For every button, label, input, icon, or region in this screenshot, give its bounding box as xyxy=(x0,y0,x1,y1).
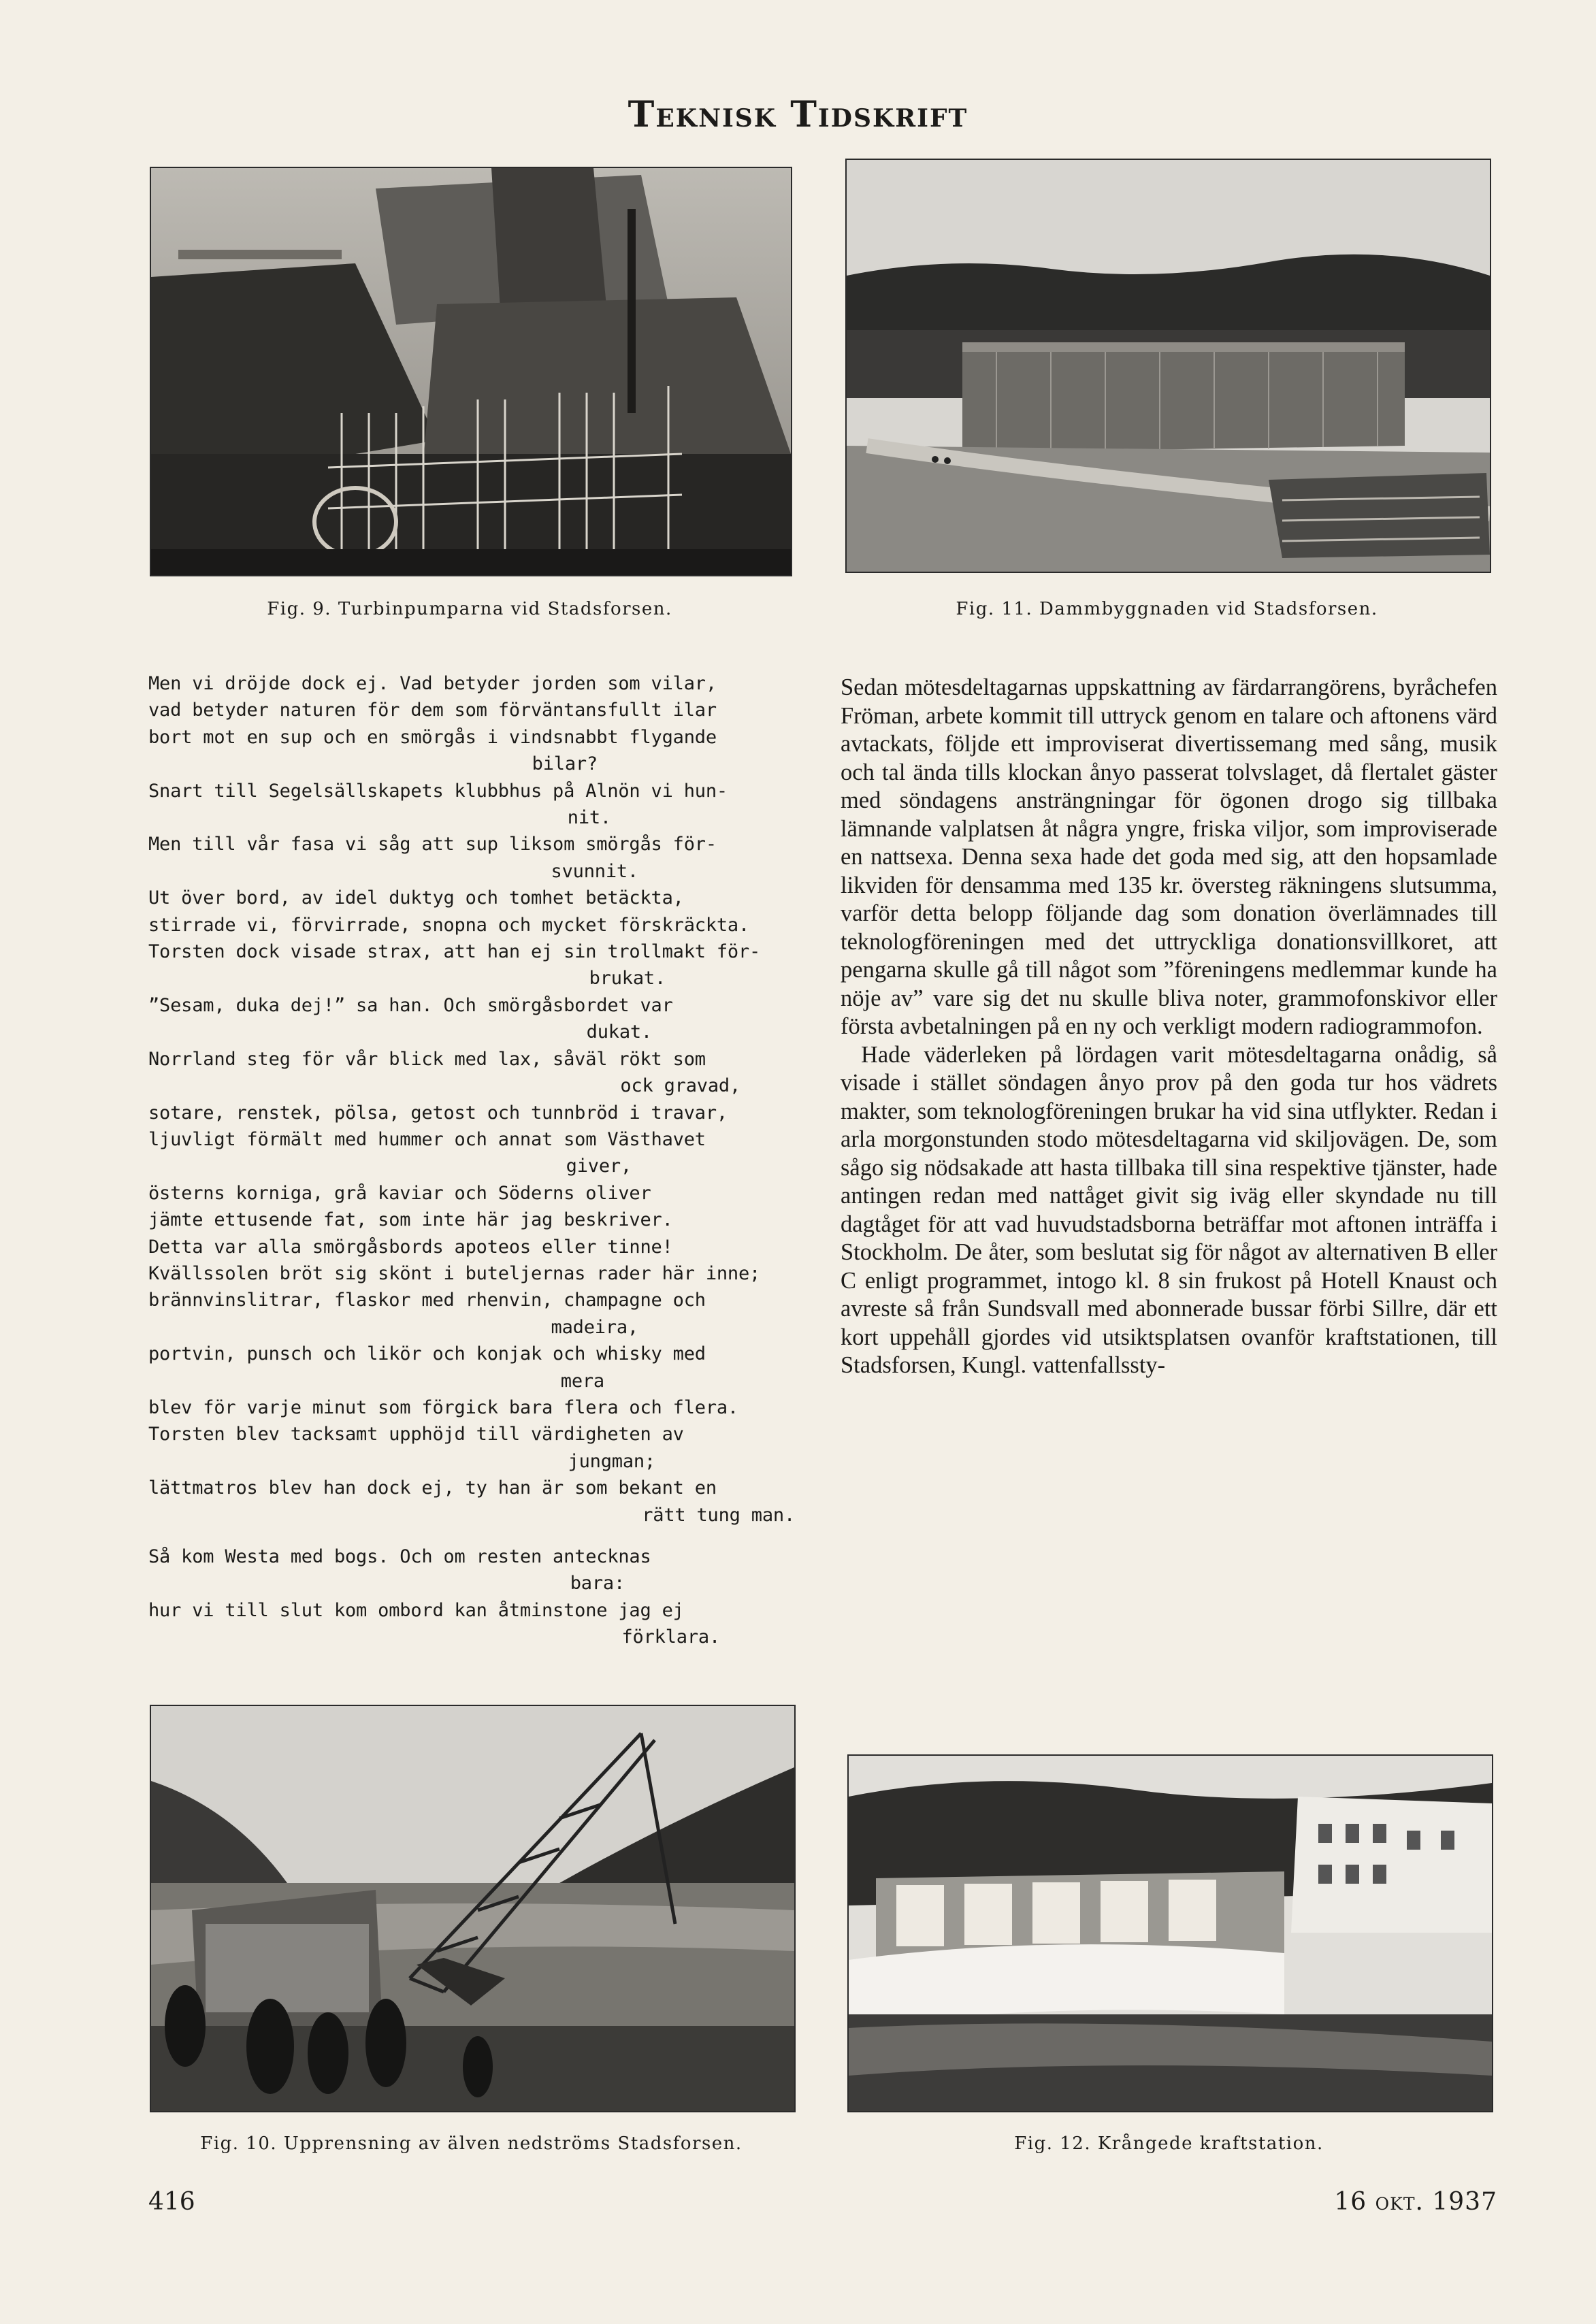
poem-line: Norrland steg för vår blick med lax, såväl rökt som xyxy=(148,1048,706,1070)
poem-line: jämte ettusende fat, som inte här jag beskriver. xyxy=(148,1209,673,1231)
poem-line: Torsten blev tacksamt upphöjd till värdigheten av xyxy=(148,1424,684,1445)
poem-line: dukat. xyxy=(586,1021,652,1043)
figure-11-caption: Fig. 11. Dammbyggnaden vid Stadsforsen. xyxy=(956,599,1378,619)
poem-line: ”Sesam, duka dej!” sa han. Och smörgåsbordet var xyxy=(148,994,673,1016)
poem-line: österns korniga, grå kaviar och Söderns oliver xyxy=(148,1182,651,1204)
poem-line: stirrade vi, förvirrade, snopna och mycket förskräckta. xyxy=(148,914,750,936)
poem-line: vad betyder naturen för dem som förväntansfullt ilar xyxy=(148,700,717,721)
figure-9-photo xyxy=(150,167,792,576)
prose-paragraph: Sedan mötesdeltagarnas uppskattning av färdarrangörens, byråchefen Fröman, arbete kommit till uttryck genom en talare och aftonens värd avtackats, följde ett improviserat divertissemang med sång, musik och tal ända tills klockan ånyo passerat tolvslaget, då flertalet gäster med söndagens ansträngningar för ögonen drogo sig tillbaka lämnande valplatsen åt några yngre, friska viljor, som improviserade en nattsexa. Denna sexa hade det goda med sig, att den hopsamlade likviden för densamma med 135 kr. översteg räkningens slutsumma, varför detta belopp följande dag som donation överlämnades till teknologföreningen med det uttryckliga donationsvillkoret, att pengarna skulle gå till något som ”föreningens medlemmar kunde ha nöje av” vare sig det nu skulle bliva noter, grammofonskivor eller första avbetalningen på en ny och verkligt modern radiogrammofon. xyxy=(841,674,1497,1039)
poem-line: jungman; xyxy=(568,1450,655,1472)
poem-line: Så kom Westa med bogs. Och om resten antecknas xyxy=(148,1546,651,1567)
poem-line: Ut över bord, av idel duktyg och tomhet betäckta, xyxy=(148,887,684,909)
poem-line: lättmatros blev han dock ej, ty han är som bekant en xyxy=(148,1477,717,1499)
figure-12-photo xyxy=(847,1754,1493,2112)
figure-10-photo xyxy=(150,1705,796,2112)
poem-line: sotare, renstek, pölsa, getost och tunnbröd i travar, xyxy=(148,1102,728,1124)
issue-date: 16 okt. 1937 xyxy=(1334,2188,1497,2216)
poem-line: bilar? xyxy=(532,753,598,775)
poem-line: portvin, punsch och likör och konjak och whisky med xyxy=(148,1343,706,1365)
poem-line: förklara. xyxy=(621,1626,720,1648)
poem-line: Men vi dröjde dock ej. Vad betyder jorden som vilar, xyxy=(148,673,717,694)
poem-line: Detta var alla smörgåsbords apoteos eller tinne! xyxy=(148,1236,673,1258)
poem-line: brukat. xyxy=(589,968,666,989)
poem-line: Kvällssolen bröt sig skönt i buteljernas rader här inne; xyxy=(148,1262,761,1284)
poem-line: blev för varje minut som förgick bara flera och flera. xyxy=(148,1396,738,1418)
figure-10-caption: Fig. 10. Upprensning av älven nedströms Stadsforsen. xyxy=(200,2133,743,2154)
poem-line: bort mot en sup och en smörgås i vindsnabbt flygande xyxy=(148,726,717,748)
poem-column xyxy=(148,670,802,1651)
prose-paragraph: Hade väderleken på lördagen varit mötesdeltagarna onådig, så visade i stället söndagen ånyo prov på den goda tur hos vädrets makter, som teknologföreningen brukar ha vid sina utflykter. Redan i arla morgonstunden stodo mötesdeltagarna vid skiljovägen. De, som sågo sig nödsakade att hasta tillbaka till sina respektive tjänster, hade antingen redan med nattåget givit sig iväg eller skyndade nu till dagtåget för att vad huvudstadsborna beträffar mot aftonen inträffa i Stockholm. De åter, som beslutat sig för något av alternativen B eller C enligt programmet, intogo kl. 8 sin frukost på Hotell Knaust och avreste så från Sundsvall med abonnerade bussar förbi Sillre, där ett kort uppehåll gjordes vid utsiktsplatsen ovanför kraftstationen, till Stadsforsen, Kungl. vattenfallssty- xyxy=(841,1041,1497,1378)
figure-12-caption: Fig. 12. Krångede kraftstation. xyxy=(1014,2133,1324,2154)
poem-line: madeira, xyxy=(551,1316,638,1338)
journal-title: Teknisk Tidskrift xyxy=(628,94,968,135)
figure-11-photo xyxy=(845,159,1491,573)
figure-9-caption: Fig. 9. Turbinpumparna vid Stadsforsen. xyxy=(267,599,672,619)
poem-line: Men till vår fasa vi såg att sup liksom smörgås för- xyxy=(148,834,717,855)
poem-line: nit. xyxy=(567,807,611,829)
poem-line: svunnit. xyxy=(551,860,638,882)
poem-line: Torsten dock visade strax, att han ej sin trollmakt för- xyxy=(148,941,761,963)
poem-line: hur vi till slut kom ombord kan åtminstone jag ej xyxy=(148,1599,684,1621)
page-number: 416 xyxy=(148,2188,195,2216)
prose-column xyxy=(841,674,1497,1380)
poem-line: mera xyxy=(560,1370,604,1392)
poem-line: ljuvligt förmält med hummer och annat som Västhavet xyxy=(148,1128,706,1150)
poem-line: giver, xyxy=(566,1156,632,1177)
poem-line: Snart till Segelsällskapets klubbhus på Alnön vi hun- xyxy=(148,780,728,802)
poem-line: bara: xyxy=(570,1573,625,1594)
poem-line: ock gravad, xyxy=(620,1075,740,1097)
poem-line: rätt tung man. xyxy=(642,1504,795,1526)
poem-line: brännvinslitrar, flaskor med rhenvin, champagne och xyxy=(148,1290,706,1311)
